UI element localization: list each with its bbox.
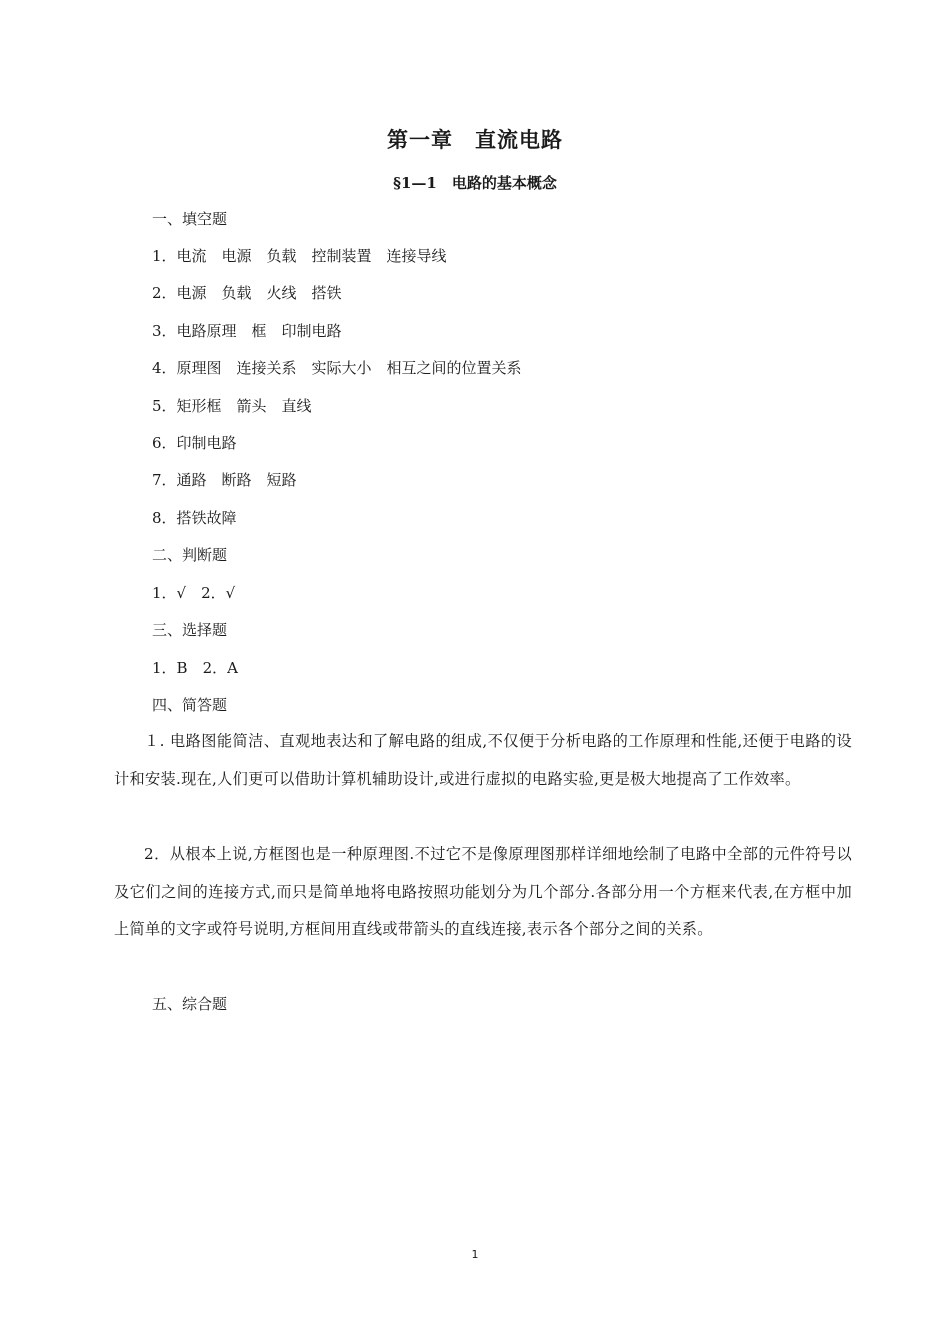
fill-blank-item-7: 7．通路 断路 短路 [152, 471, 297, 489]
fill-blank-item-2: 2．电源 负载 火线 搭铁 [152, 284, 342, 302]
true-false-heading: 二、判断题 [152, 546, 228, 564]
fill-blank-heading: 一、填空题 [152, 210, 228, 228]
multiple-choice-heading: 三、选择题 [152, 621, 228, 639]
chapter-title: 第一章 直流电路 [387, 127, 563, 152]
fill-blank-item-4: 4．原理图 连接关系 实际大小 相互之间的位置关系 [152, 359, 522, 377]
section-title: §1—1 电路的基本概念 [393, 174, 557, 192]
fill-blank-item-6: 6．印制电路 [152, 434, 237, 452]
short-answer-paragraph-1: １. 电路图能简洁、直观地表达和了解电路的组成,不仅便于分析电路的工作原理和性能,还便于电路的设计和安装.现在,人们更可以借助计算机辅助设计,或进行虚拟的电路实验,更是极大地提高了工作效率。 [114, 732, 852, 788]
fill-blank-item-8: 8．搭铁故障 [152, 509, 237, 527]
short-answer-heading: 四、简答题 [152, 696, 228, 714]
short-answer-paragraph-2: 2．从根本上说,方框图也是一种原理图.不过它不是像原理图那样详细地绘制了电路中全部的元件符号以及它们之间的连接方式,而只是简单地将电路按照功能划分为几个部分.各部分用一个方框来代表,在方框中加上简单的文字或符号说明,方框间用直线或带箭头的直线连接,表示各个部分之间的关系。 [114, 845, 852, 938]
true-false-answer: 1．√ 2．√ [152, 584, 236, 602]
fill-blank-item-3: 3．电路原理 框 印制电路 [152, 322, 342, 340]
comprehensive-heading: 五、综合题 [152, 995, 228, 1013]
page-number: 1 [471, 1248, 479, 1261]
fill-blank-item-1: 1．电流 电源 负载 控制装置 连接导线 [152, 247, 447, 265]
fill-blank-item-5: 5．矩形框 箭头 直线 [152, 397, 312, 415]
multiple-choice-answer: 1．B 2．A [152, 659, 238, 677]
